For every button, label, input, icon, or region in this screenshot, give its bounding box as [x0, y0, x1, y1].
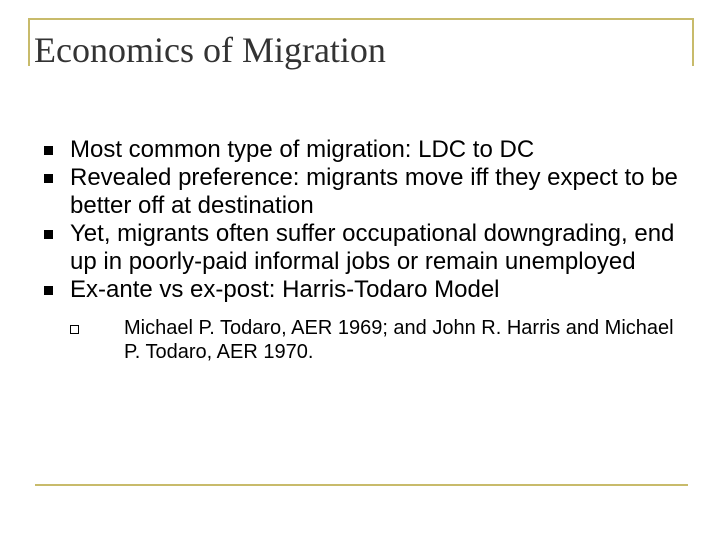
frame-bottom-rule: [35, 484, 688, 486]
bullet-list: [44, 136, 684, 364]
bullet-item: [44, 164, 684, 220]
sub-bullet-square-icon: [70, 325, 79, 334]
slide-title: Economics of Migration: [34, 30, 386, 70]
bullet-text: Yet, migrants often suffer occupational downgrading, end up in poorly-paid informal jobs or remain unemployed: [70, 220, 675, 275]
bullet-square-icon: [44, 146, 53, 155]
frame-right-rule: [692, 18, 694, 66]
frame-left-rule: [28, 18, 30, 66]
frame-top-rule: [28, 18, 694, 20]
bullet-text: Revealed preference: migrants move iff they expect to be better off at destination: [70, 164, 678, 219]
bullet-text: Ex-ante vs ex-post: Harris-Todaro Model: [70, 276, 500, 303]
bullet-item: [44, 220, 684, 276]
bullet-text: Most common type of migration: LDC to DC: [70, 136, 535, 163]
bullet-square-icon: [44, 286, 53, 295]
bullet-item: [44, 136, 684, 164]
bullet-item: [44, 276, 684, 364]
bullet-square-icon: [44, 174, 53, 183]
sub-bullet-text: Michael P. Todaro, AER 1969; and John R. Harris and Michael P. Todaro, AER 1970.: [124, 317, 674, 363]
sub-bullet-item: [70, 316, 684, 364]
bullet-square-icon: [44, 230, 53, 239]
